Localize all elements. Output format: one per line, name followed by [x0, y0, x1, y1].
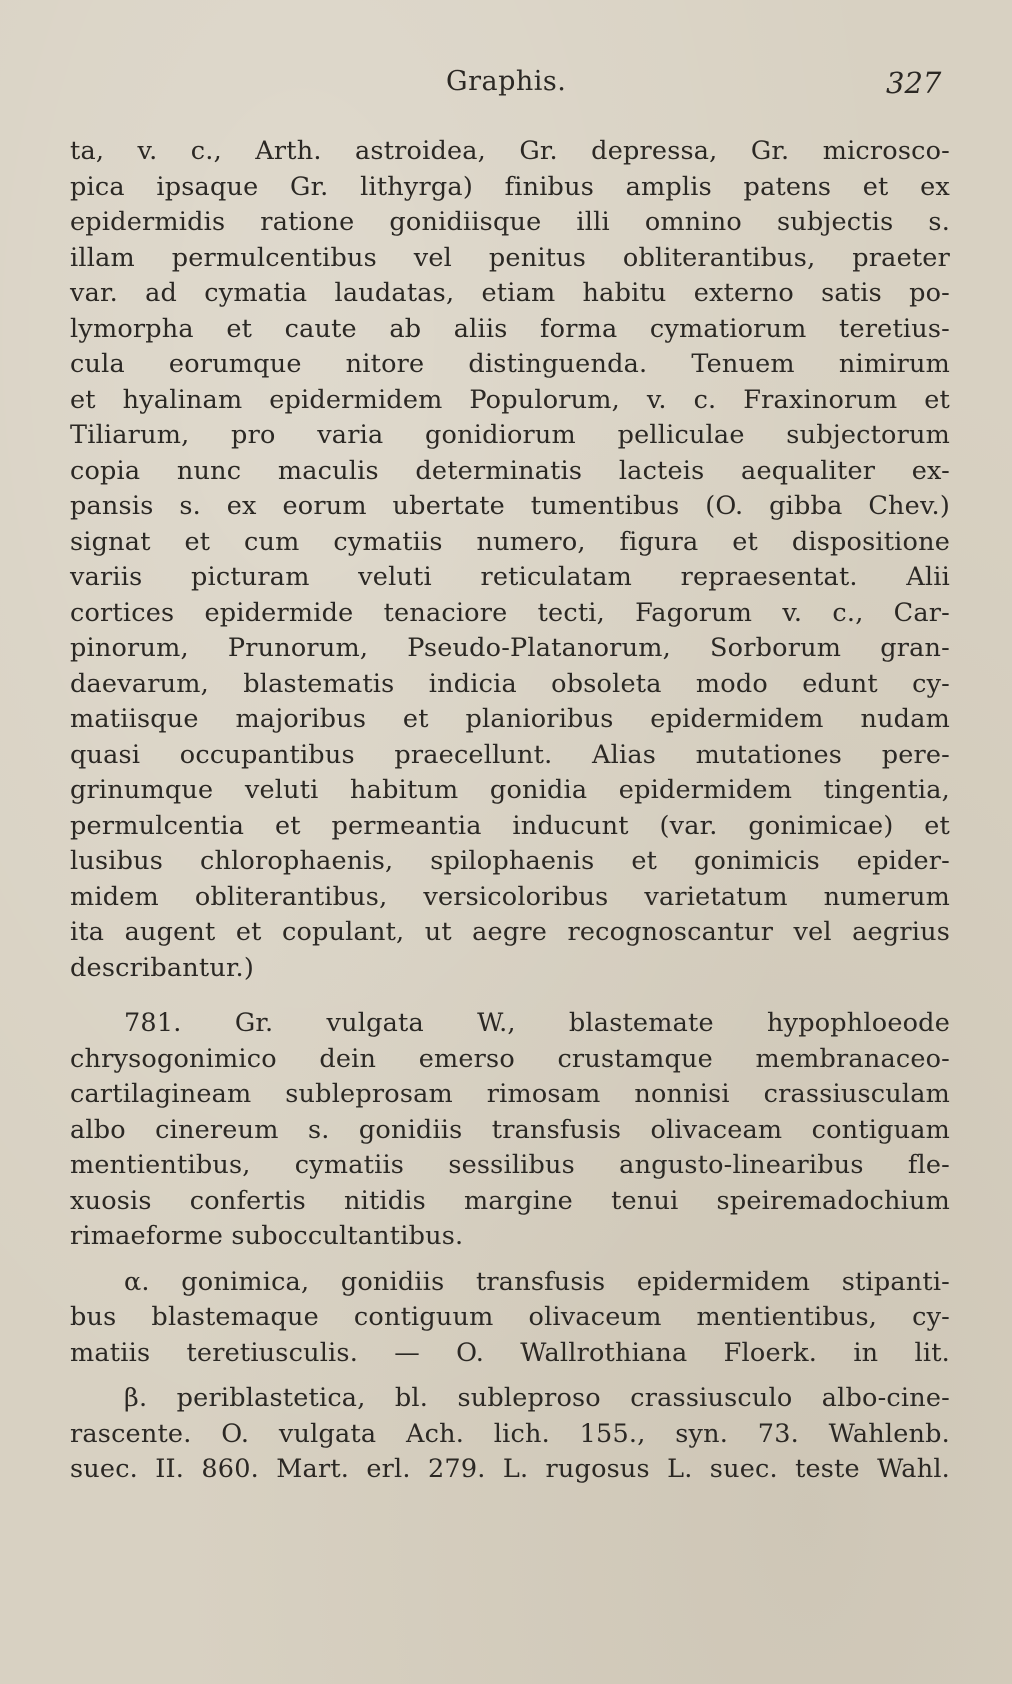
- text-line: albo cinereum s. gonidiis transfusis olivaceam contiguam: [70, 1114, 950, 1145]
- text-line: illam permulcentibus vel penitus obliterantibus, praeter: [70, 242, 950, 273]
- text-line: cartilagineam subleprosam rimosam nonnisi crassiusculam: [70, 1079, 950, 1109]
- page-body: [70, 134, 950, 1488]
- text-line: suec. II. 860. Mart. erl. 279. L. rugosus L. suec. teste Wahl.: [70, 1454, 950, 1484]
- text-line: β. periblastetica, bl. subleproso crassiusculo albo-cine-: [124, 1383, 950, 1413]
- running-title: Graphis.: [446, 66, 567, 97]
- paragraph-gap: [70, 1371, 950, 1381]
- text-line: midem obliterantibus, versicoloribus varietatum numerum: [70, 881, 950, 912]
- text-line: pinorum, Prunorum, Pseudo-Platanorum, Sorborum gran-: [70, 633, 950, 663]
- paragraph-gap: [70, 986, 950, 1006]
- text-line: et hyalinam epidermidem Populorum, v. c. Fraxinorum et: [70, 384, 950, 415]
- text-line: pica ipsaque Gr. lithyrga) finibus amplis patens et ex: [70, 171, 950, 202]
- text-line: 781. Gr. vulgata W., blastemate hypophloeode: [124, 1008, 950, 1038]
- text-line: epidermidis ratione gonidiisque illi omnino subjectis s.: [70, 207, 950, 237]
- text-line: signat et cum cymatiis numero, figura et dispositione: [70, 526, 950, 557]
- variety-alpha: [70, 1265, 950, 1372]
- text-line: lymorpha et caute ab aliis forma cymatiorum teretius-: [70, 313, 950, 344]
- text-line: variis picturam veluti reticulatam repraesentat. Alii: [70, 562, 950, 592]
- text-line: matiis teretiusculis. — O. Wallrothiana Floerk. in lit.: [70, 1337, 950, 1368]
- text-line: mentientibus, cymatiis sessilibus angusto-linearibus fle-: [70, 1150, 950, 1180]
- text-line: xuosis confertis nitidis margine tenui speiremadochium: [70, 1185, 950, 1216]
- text-line: α. gonimica, gonidiis transfusis epidermidem stipanti-: [124, 1266, 950, 1297]
- paragraph-gap: [70, 1255, 950, 1265]
- text-line: daevarum, blastematis indicia obsoleta modo edunt cy-: [70, 668, 950, 699]
- text-line: quasi occupantibus praecellunt. Alias mutationes pere-: [70, 739, 950, 770]
- text-line: ita augent et copulant, ut aegre recognoscantur vel aegrius: [70, 917, 950, 947]
- page-header: [0, 66, 1012, 106]
- text-line: ta, v. c., Arth. astroidea, Gr. depressa, Gr. microsco-: [70, 136, 950, 166]
- text-line: grinumque veluti habitum gonidia epidermidem tingentia,: [70, 775, 950, 805]
- text-line: permulcentia et permeantia inducunt (var. gonimicae) et: [70, 810, 950, 841]
- text-line: rimaeforme suboccultantibus.: [70, 1221, 464, 1251]
- text-line: rascente. O. vulgata Ach. lich. 155., syn. 73. Wahlenb.: [70, 1418, 950, 1449]
- text-line: copia nunc maculis determinatis lacteis aequaliter ex-: [70, 455, 950, 486]
- text-line: pansis s. ex eorum ubertate tumentibus (O. gibba Chev.): [70, 491, 950, 521]
- page-number: 327: [886, 66, 942, 100]
- variety-beta: [70, 1381, 950, 1488]
- text-line: var. ad cymatia laudatas, etiam habitu externo satis po-: [70, 278, 950, 308]
- text-line: Tiliarum, pro varia gonidiorum pelliculae subjectorum: [70, 420, 950, 450]
- text-line: cortices epidermide tenaciore tecti, Fagorum v. c., Car-: [70, 597, 950, 628]
- paragraph-continuation: [70, 134, 950, 986]
- text-line: bus blastemaque contiguum olivaceum mentientibus, cy-: [70, 1302, 950, 1332]
- text-line: describantur.): [70, 952, 254, 983]
- species-entry-781: [70, 1006, 950, 1255]
- text-line: lusibus chlorophaenis, spilophaenis et gonimicis epider-: [70, 846, 950, 876]
- text-line: matiisque majoribus et planioribus epidermidem nudam: [70, 704, 950, 734]
- text-line: cula eorumque nitore distinguenda. Tenuem nimirum: [70, 349, 950, 379]
- text-line: chrysogonimico dein emerso crustamque membranaceo-: [70, 1043, 950, 1074]
